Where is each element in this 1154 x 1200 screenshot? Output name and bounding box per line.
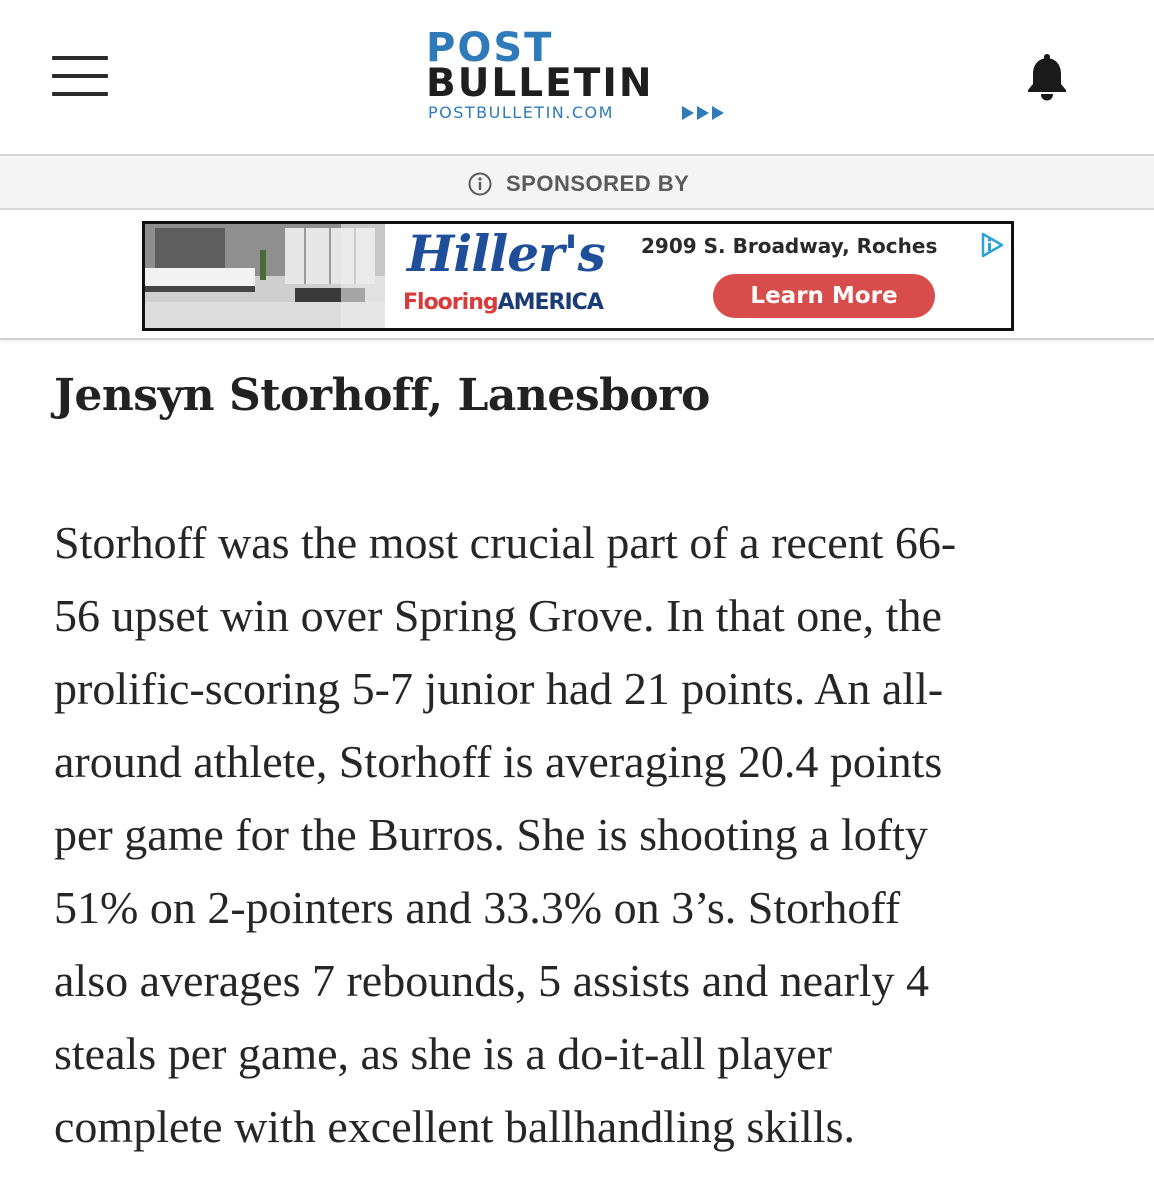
logo-url-text: POSTBULLETIN.COM bbox=[428, 103, 614, 122]
article-line: steals per game, as she is a do-it-all player bbox=[54, 1028, 832, 1079]
site-logo[interactable] bbox=[426, 25, 736, 128]
ad-banner[interactable] bbox=[142, 221, 1014, 331]
logo-post-text: POST bbox=[426, 25, 554, 71]
sponsored-bar bbox=[0, 156, 1154, 210]
article-line: around athlete, Storhoff is averaging 20.4 points bbox=[54, 736, 943, 787]
ad-container bbox=[0, 210, 1154, 340]
article-line: Storhoff was the most crucial part of a recent 66- bbox=[54, 517, 957, 568]
article-line: complete with excellent ballhandling skills. bbox=[54, 1101, 855, 1152]
info-icon bbox=[468, 172, 492, 196]
article-line: prolific-scoring 5-7 junior had 21 points. An all- bbox=[54, 663, 944, 714]
article-line: 56 upset win over Spring Grove. In that one, the bbox=[54, 590, 942, 641]
ad-brand-flooring: Flooring bbox=[403, 290, 498, 315]
ad-brand-subtitle bbox=[403, 290, 603, 316]
ad-address: 2909 S. Broadway, Roches bbox=[641, 234, 938, 258]
ad-brand-name: Hiller's bbox=[407, 224, 605, 283]
ad-room-photo bbox=[145, 224, 385, 328]
sponsored-label: SPONSORED BY bbox=[506, 171, 690, 196]
article-line: 51% on 2-pointers and 33.3% on 3’s. Storhoff bbox=[54, 882, 901, 933]
logo-bulletin-text: BULLETIN bbox=[426, 61, 654, 106]
site-header bbox=[0, 0, 1154, 156]
play-arrows-icon bbox=[682, 106, 726, 120]
hamburger-menu-icon[interactable] bbox=[52, 54, 108, 100]
learn-more-button[interactable]: Learn More bbox=[713, 274, 935, 318]
ad-brand-america: AMERICA bbox=[497, 290, 603, 315]
bell-icon[interactable] bbox=[1022, 50, 1072, 102]
adchoices-icon[interactable] bbox=[977, 230, 1007, 260]
article-line: also averages 7 rebounds, 5 assists and nearly 4 bbox=[54, 955, 930, 1006]
article-line: per game for the Burros. She is shooting a lofty bbox=[54, 809, 928, 860]
article-title: Jensyn Storhoff, Lanesboro bbox=[54, 370, 710, 421]
article-body bbox=[54, 506, 1114, 1163]
